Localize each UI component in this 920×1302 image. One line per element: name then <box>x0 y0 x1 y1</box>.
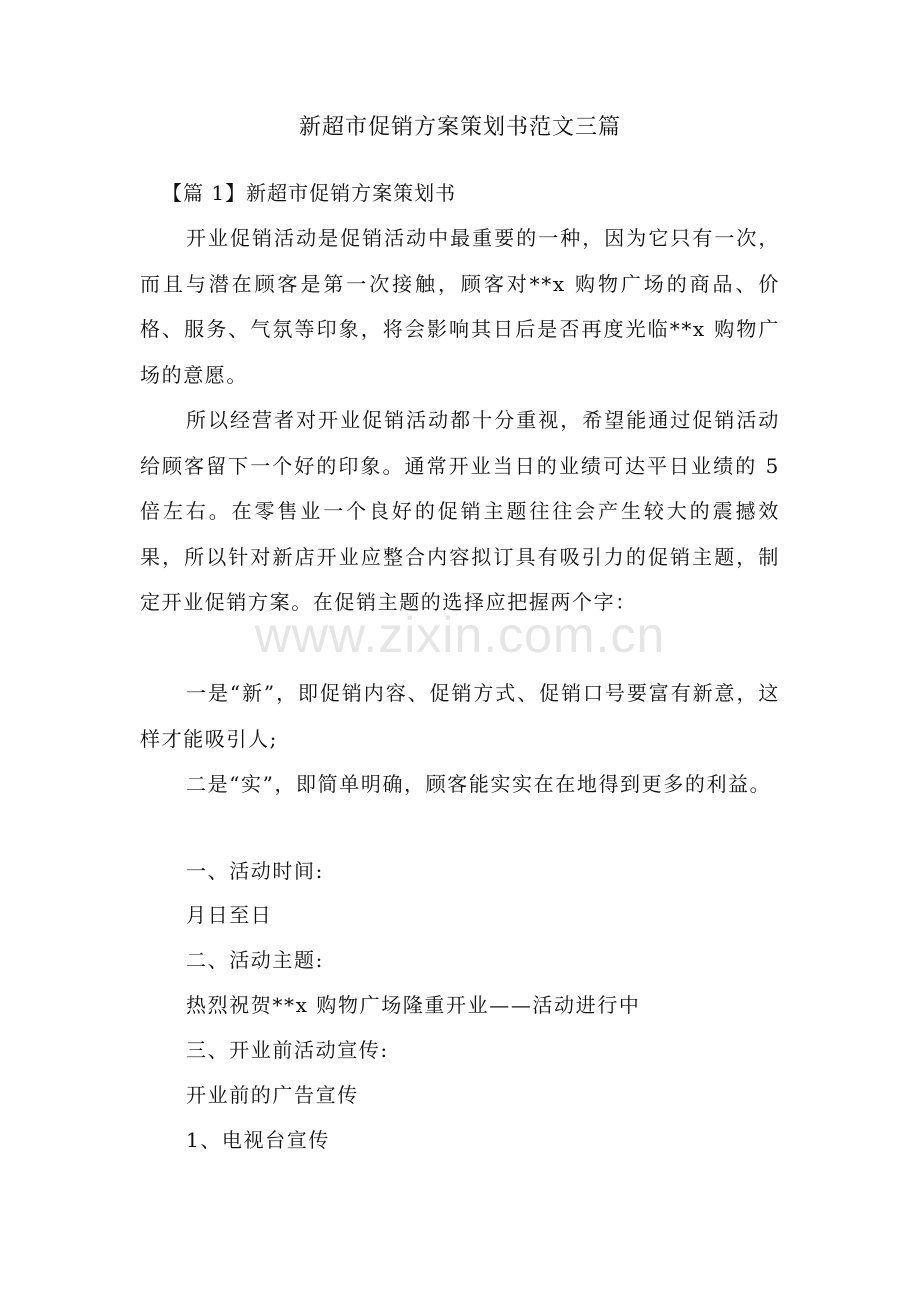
paragraph-real: 二是“实”，即简单明确，顾客能实实在在地得到更多的利益。 <box>186 772 772 796</box>
heading-activity-theme: 二、活动主题: <box>186 948 324 972</box>
heading-activity-time: 一、活动时间: <box>186 859 324 883</box>
section-heading: 【篇 1】新超市促销方案策划书 <box>162 181 457 205</box>
document-title: 新超市促销方案策划书范文三篇 <box>298 115 621 140</box>
tv-promotion-item: 1、电视台宣传 <box>186 1128 330 1152</box>
paragraph-new: 一是“新”，即促销内容、促销方式、促销口号要富有新意，这样才能吸引人; <box>140 681 780 751</box>
watermark-text: www.zixin.com.cn <box>254 607 666 663</box>
activity-time-value: 月日至日 <box>186 903 273 927</box>
heading-pre-opening-promo: 三、开业前活动宣传: <box>186 1038 389 1062</box>
paragraph-intro: 开业促销活动是促销活动中最重要的一种，因为它只有一次，而且与潜在顾客是第一次接触，顾客对**x 购物广场的商品、价格、服务、气氛等印象，将会影响其日后是否再度光临**x 购物广场的意愿。 <box>140 226 780 387</box>
pre-opening-ads: 开业前的广告宣传 <box>186 1083 359 1107</box>
paragraph-importance: 所以经营者对开业促销活动都十分重视，希望能通过促销活动给顾客留下一个好的印象。通常开业当日的业绩可达平日业绩的 5 倍左右。在零售业一个良好的促销主题往往会产生较大的震撼效果，所以针对新店开业应整合内容拟订具有吸引力的促销主题，制定开业促销方案。在促销主题的选择应把握两个字： <box>140 408 780 614</box>
activity-theme-value: 热烈祝贺**x 购物广场隆重开业——活动进行中 <box>186 993 641 1017</box>
